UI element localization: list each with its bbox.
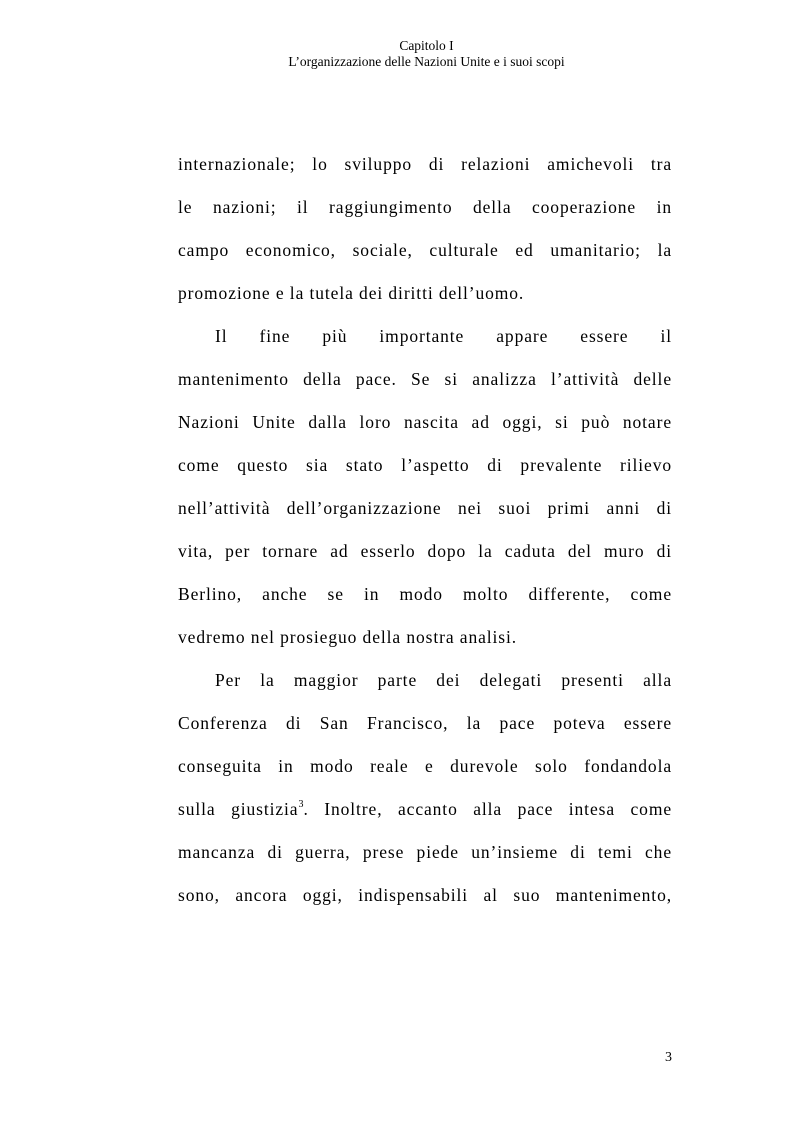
text-line: vedremo nel prosieguo della nostra analisi. bbox=[178, 627, 518, 647]
text-line: Nazioni Unite dalla loro nascita ad oggi, si può notare bbox=[178, 412, 672, 432]
text-line: nell’attività dell’organizzazione nei suoi primi anni di bbox=[178, 498, 672, 518]
body-text bbox=[178, 143, 672, 917]
text-line: sono, ancora oggi, indispensabili al suo mantenimento, bbox=[178, 885, 672, 905]
chapter-label: Capitolo I bbox=[399, 38, 454, 53]
text-line: Il fine più importante appare essere il bbox=[215, 326, 672, 346]
text-line: campo economico, sociale, culturale ed umanitario; la bbox=[178, 240, 672, 260]
text-line-with-footnote bbox=[178, 788, 672, 831]
text-line: Per la maggior parte dei delegati presenti alla bbox=[215, 670, 672, 690]
text-line: Conferenza di San Francisco, la pace poteva essere bbox=[178, 713, 672, 733]
text-line: vita, per tornare ad esserlo dopo la caduta del muro di bbox=[178, 541, 672, 561]
text-fragment: . Inoltre, accanto alla pace intesa come bbox=[303, 799, 672, 819]
running-header bbox=[0, 38, 793, 70]
chapter-title: L’organizzazione delle Nazioni Unite e i suoi scopi bbox=[288, 54, 565, 69]
text-line: internazionale; lo sviluppo di relazioni amichevoli tra bbox=[178, 154, 672, 174]
page-number: 3 bbox=[665, 1050, 672, 1065]
text-fragment: sulla giustizia bbox=[178, 799, 299, 819]
text-line: conseguita in modo reale e durevole solo fondandola bbox=[178, 756, 672, 776]
text-line: le nazioni; il raggiungimento della cooperazione in bbox=[178, 197, 672, 217]
text-line: come questo sia stato l’aspetto di prevalente rilievo bbox=[178, 455, 672, 475]
footnote-marker[interactable]: 3 bbox=[298, 799, 304, 810]
text-line: promozione e la tutela dei diritti dell’uomo. bbox=[178, 283, 525, 303]
text-line: mancanza di guerra, prese piede un’insieme di temi che bbox=[178, 842, 672, 862]
text-line: Berlino, anche se in modo molto differente, come bbox=[178, 584, 672, 604]
text-line: mantenimento della pace. Se si analizza l’attività delle bbox=[178, 369, 672, 389]
